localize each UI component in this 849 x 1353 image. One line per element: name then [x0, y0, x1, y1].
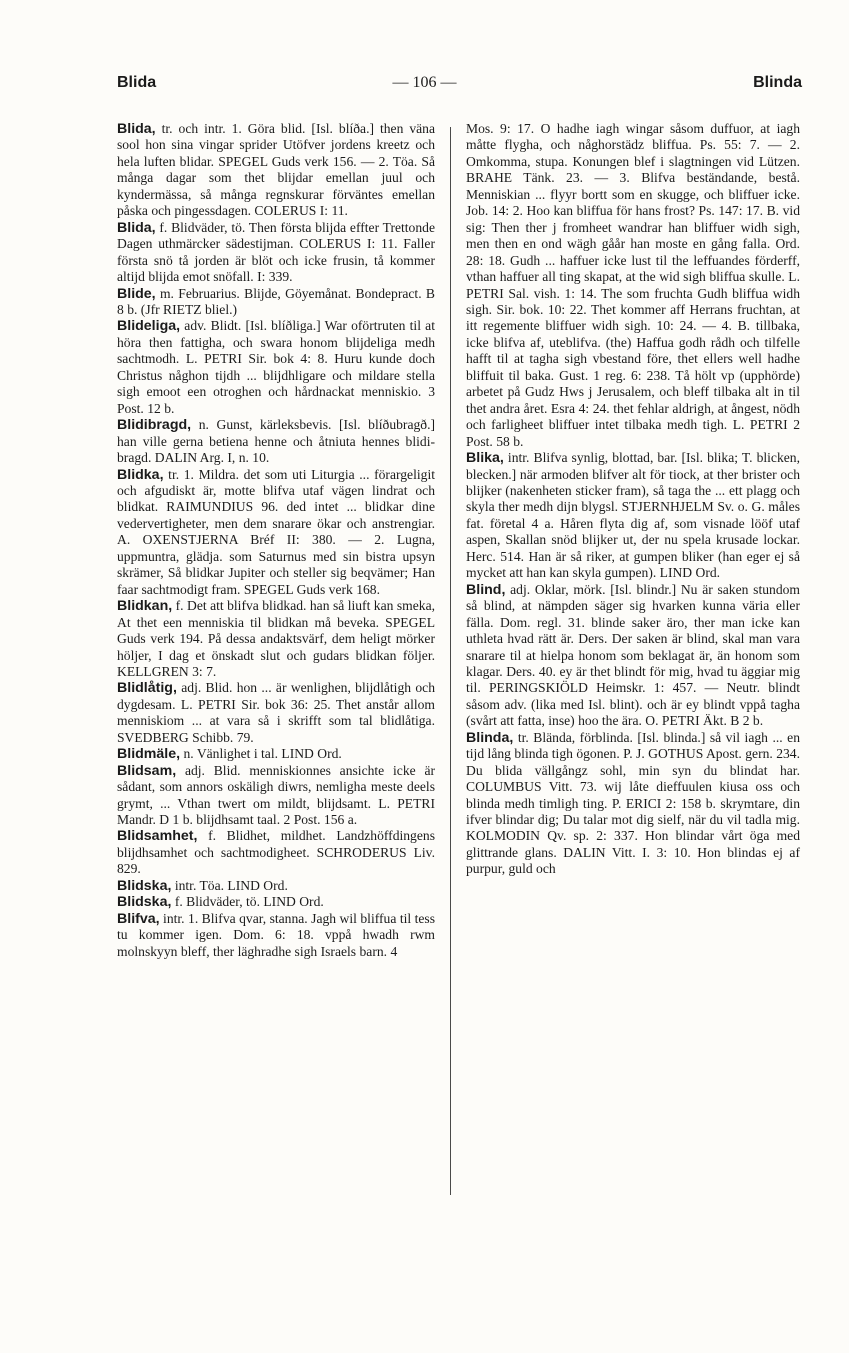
entry-headword: Blinda,: [466, 729, 514, 746]
dictionary-entry: [117, 318, 435, 417]
entry-text: Mos. 9: 17. O hadhe iagh wingar såsom duffuor, at iagh måtte flygha, och någhorstädz bliffua. Ps. 55: 7. — 2. Omkomma, stupa. Konungen blef i slagtningen vid Lützen. BRAHE Tänk. 23. — 3. Blifva beständande, bestå. Menniskian ... flyyr bortt som en skugge, och bliffuer icke. Job. 14: 2. Hoo kan bliffua för hans frost? Ps. 147: 17. B. vid sig: Then ther j fromheet wandrar han bliffuer widh sigh, men then en ond wägh gåår han moste en gång falla. Ord. 28: 18. Gudh ... haffuer icke lust til the leffuandes förderff, vthan haffuer all ting skapat, at the wid sigh bliffua skulle. L. PETRI Sal. vish. 1: 14. The som fruchta Gudh bliffua widh sigh. Sir. bok. 10: 22. Thet kommer aff Herrans fruchtan, at itt regemente bliffuer widh sigh. 10: 24. — 4. B. tillbaka, icke blifva af, uteblifva. (the) Haffua godh rådh och tilfelle hafft til at tagha sigh vbestand före, thet ellers well hadhe bliffuit til baka. Gust. 1 reg. 6: 238. Tå hölt vp (upphörde) arbetet på Gudz Hws j Jerusalem, och bleff tilbaka alt in til thet andra året. Esra 4: 24. thet fehlar aldrigh, at ångest, nödh och farligheet bliffuer intet tilbaka medh tigh. L. PETRI 2 Post. 58 b.: [466, 121, 800, 449]
header-left-guideword: Blida: [117, 74, 157, 91]
entry-headword: Blind,: [466, 581, 506, 598]
entry-headword: Blidsamhet,: [117, 828, 198, 845]
entry-text: intr. Blifva synlig, blottad, bar. [Isl. blika; T. blicken, blecken.] när armoden blifver alt för tiock, at ther brister och blijker (nakenheten sticker fram), så taga the ... ett plagg och skyla ther medh dijn blygsl. STJERNHJELM Sv. o. G. måles fat. företal 4 a. Håren flyta dig af, som visnade lööf utaf aspen, Skallan snöd blijker ut, der nu spela krusade lockar. Herc. 514. Han är så riker, at gumpen bliker (han eger ej så mycket att han kan skyla gumpen). LIND Ord.: [466, 450, 800, 581]
entry-text: adv. Blidt. [Isl. blíðliga.] War oförtruten til at höra then fattigha, och swara honom blijdeliga medh sachtmodh. L. PETRI Sir. bok 4: 8. Huru kunde doch Christus någhon tijdh ... blijdhligare och mildare stella sigh emoot een otroghen och hårdnackat menniskio. 3 Post. 12 b.: [117, 318, 435, 416]
entry-headword: Blidska,: [117, 877, 172, 894]
entry-text: n. Vänlighet i tal. LIND Ord.: [183, 746, 342, 762]
entry-text: tr. 1. Mildra. det som uti Liturgia ... förargeligit och afgudiskt är, motte blifva utaf vägen lindrat och blidkat. RAIMUNDIUS 96. ded intet ... blidkar dine vedervertigheter, men dem snarare ökar och anstrengiar. A. OXENSTJERNA Bréf II: 380. — 2. Lugna, uppmuntra, glädja. som Saturnus med sin bistra upsyn skrämer, Så blidkar Jupiter och steller sig beqvämer; Han faar sachtmodigt fram. SPEGEL Guds verk 168.: [117, 466, 435, 597]
dictionary-entry: [466, 121, 800, 450]
entry-headword: Blidka,: [117, 466, 164, 483]
dictionary-entry: [117, 417, 435, 466]
dictionary-entry: [466, 450, 800, 582]
dictionary-entry: [117, 286, 435, 319]
entry-headword: Blida,: [117, 219, 156, 236]
dictionary-entry: [117, 680, 435, 746]
entry-text: adj. Blid. menniskionnes ansichte icke är sådant, som annors oskäligh diwrs, nemligha meste deels grymt, ... Vthan twert om mildt, blijdsamt. L. PETRI Mandr. D 1 b. blijdhsamt taal. 2 Post. 156 a.: [117, 762, 435, 828]
dictionary-entry: [117, 894, 435, 910]
entry-text: intr. Töa. LIND Ord.: [174, 877, 288, 893]
entry-headword: Blidsam,: [117, 762, 177, 779]
entry-text: intr. 1. Blifva qvar, stanna. Jagh wil bliffua til tess tu kommer igen. Dom. 6: 18. vppå hwadh rwm molnskyyn bleff, ther läghradhe sigh Israels barn. 4: [117, 910, 435, 959]
entry-text: tr. och intr. 1. Göra blid. [Isl. blíða.] then väna sool hon sina vingar sprider Utöfver jordens kreetz och hela luften blidar. SPEGEL Guds verk 156. — 2. Töa. Så många dagar som thet blijdar emellan juul och kyndermässa, så många regnskurar förväntes emellan påska och pingessdagen. COLERUS I: 11.: [117, 121, 435, 219]
entry-text: m. Februarius. Blijde, Göyemånat. Bondepract. B 8 b. (Jfr RIETZ bliel.): [117, 285, 435, 317]
entry-text: tr. Blända, förblinda. [Isl. blinda.] så vil iagh ... en tijd lång blinda tigh ögonen. P. J. GOTHUS Apost. gern. 234. Du blida vällgångz sohl, min syn du blindat har. COLUMBUS Vitt. 73. wij låte dieffuulen kiusa oss och blinda medh timligh ting. P. ERICI 2: 158 b. skrymtare, din ifver blindar dig; Du talar mot dig sielf, när du vil tadla mig. KOLMODIN Qv. sp. 2: 337. Hon blindar vårt öga med glittrande glans. DALIN Vitt. I. 3: 10. Hon blindas ej af purpur, guld och: [466, 729, 800, 877]
column-divider: [450, 127, 451, 1195]
entry-headword: Blidmäle,: [117, 746, 181, 763]
dictionary-entry: [117, 763, 435, 829]
entry-headword: Blidibragd,: [117, 417, 192, 434]
entry-headword: Blida,: [117, 121, 156, 137]
entry-text: adj. Oklar, mörk. [Isl. blindr.] Nu är saken stundom så blind, at nämpden säger sig hvarken kunna väria eller fälla. Dom. regl. 31. blinde saker äro, ther man icke kan uthleta hvad rätt är. Ders. Der saken är blind, skal man vara snarare til at hielpa honom som beklagat är, än honom som klagar. Ders. 40. ey är thet blindt för mig, hvad tu äggiar mig til. PERINGSKIÖLD Heimskr. 1: 457. — Neutr. blindt såsom adv. (lika med Isl. blint). och är ey blindt vppå tagha (svårt att fatta, inse) hoo the ära. O. PETRI Äkt. B 2 b.: [466, 581, 800, 729]
left-column: [117, 121, 435, 960]
dictionary-entry: [117, 828, 435, 877]
entry-text: f. Blidhet, mildhet. Landzhöffdingens blijdhsamhet och sachtmodigheet. SCHRODERUS Liv. 829.: [117, 828, 435, 877]
right-column: [466, 121, 800, 878]
dictionary-entry: [117, 911, 435, 960]
entry-text: adj. Blid. hon ... är wenlighen, blijdlåtigh och dygdesam. L. PETRI Sir. bok 36: 25. Thet anstår allom menniskiom ... at vara så i skrifft som tal blidlåtiga. SVEDBERG Schibb. 79.: [117, 680, 435, 745]
entry-text: f. Blidväder, tö. Then första blijda effter Trettonde Dagen uthmärcker sädestijman. COLERUS I: 11. Faller första snö tå jorden är blöt och icke frusin, tå kommer altijd blijda emot snöfall. I: 339.: [117, 219, 435, 285]
dictionary-entry: [117, 220, 435, 286]
entry-headword: Blidska,: [117, 894, 172, 911]
entry-text: f. Blidväder, tö. LIND Ord.: [174, 894, 324, 910]
entry-text: n. Gunst, kärleksbevis. [Isl. blíðubragð.] han ville gerna betiena henne och åtniuta hennes blidi-bragd. DALIN Arg. I, n. 10.: [117, 417, 435, 466]
dictionary-entry: [117, 878, 435, 894]
page-number: — 106 —: [392, 74, 457, 91]
entry-headword: Blidkan,: [117, 598, 173, 615]
header-right-guideword: Blinda: [753, 74, 802, 91]
running-header: [0, 72, 849, 102]
entry-headword: Blidlåtig,: [117, 680, 177, 697]
dictionary-entry: [117, 598, 435, 680]
dictionary-entry: [117, 467, 435, 599]
entry-headword: Blifva,: [117, 910, 160, 927]
entry-text: f. Det att blifva blidkad. han så liuft kan smeka, At thet een menniskia til blidkan må beveka. SPEGEL Guds verk 194. På dessa andaktsvärf, dem heligt mörker höljer, I dag et önskadt slut och gudars blidkan följer. KELLGREN 3: 7.: [117, 598, 435, 679]
dictionary-entry: [117, 746, 435, 762]
entry-headword: Blika,: [466, 450, 504, 467]
dictionary-entry: [466, 582, 800, 730]
dictionary-entry: [466, 730, 800, 878]
dictionary-entry: [117, 121, 435, 220]
entry-headword: Blideliga,: [117, 318, 181, 335]
entry-headword: Blide,: [117, 285, 156, 302]
